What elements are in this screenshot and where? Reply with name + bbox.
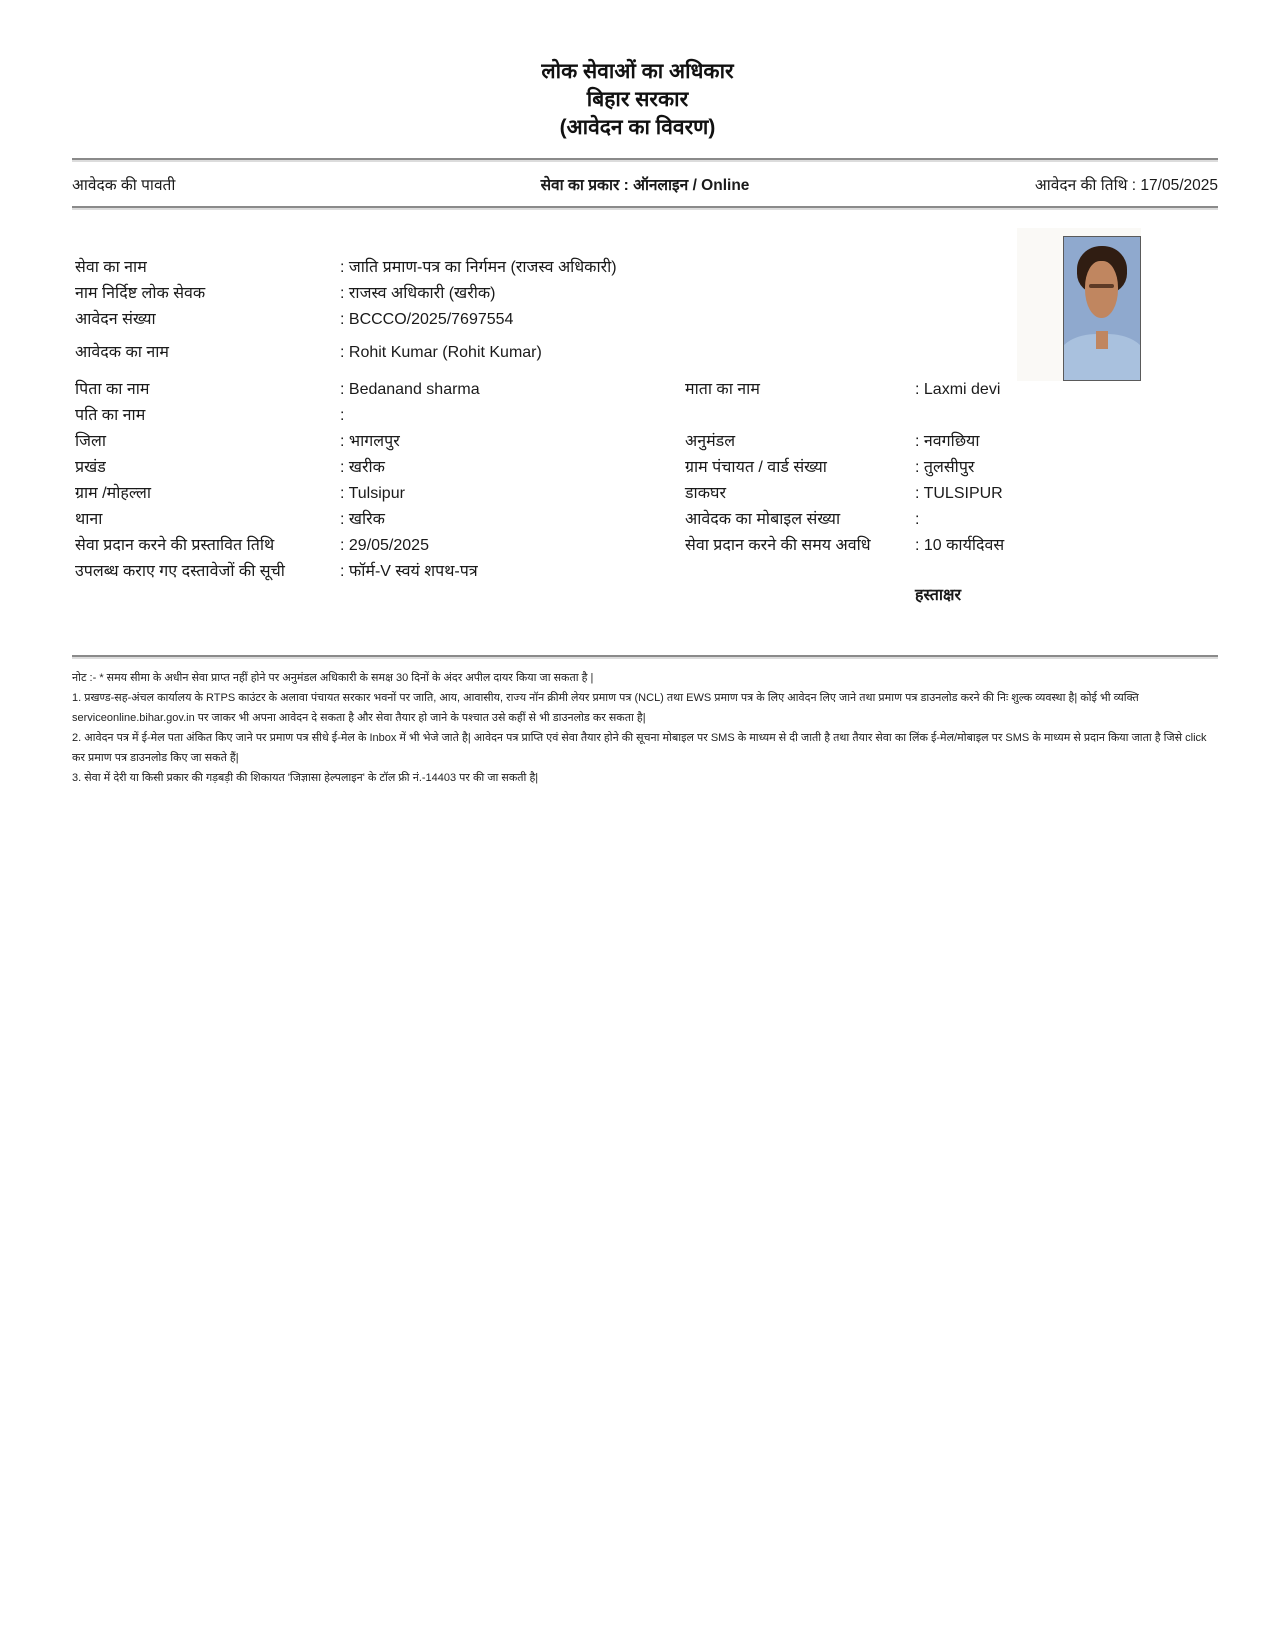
application-fields <box>75 255 1200 585</box>
field-label: नाम निर्दिष्ट लोक सेवक <box>75 285 206 302</box>
field-label: थाना <box>75 511 103 528</box>
field-label: उपलब्ध कराए गए दस्तावेजों की सूची <box>75 563 285 580</box>
title-line-2: बिहार सरकार <box>586 88 689 111</box>
field-value: : जाति प्रमाण-पत्र का निर्गमन (राजस्व अधिकारी) <box>340 259 617 276</box>
note-line: 3. सेवा में देरी या किसी प्रकार की गड़बड़ी की शिकायत 'जिज्ञासा हेल्पलाइन' के टॉल फ्री नं.-14403 पर की जा सकती है| <box>72 772 539 784</box>
note-line: नोट :- * समय सीमा के अधीन सेवा प्राप्त नहीं होने पर अनुमंडल अधिकारी के समक्ष 30 दिनों के अंदर अपील दायर किया जा सकता है | <box>72 672 594 684</box>
field-value: : 29/05/2025 <box>340 537 429 554</box>
field-value: : <box>340 407 345 424</box>
field-row <box>75 281 1200 307</box>
note-line: 1. प्रखण्ड-सह-अंचल कार्यालय के RTPS काउंटर के अलावा पंचायत सरकार भवनों पर जाति, आय, आवासीय, राज्य नॉन क्रीमी लेयर प्रमाण पत्र (NCL) तथा EWS प्रमाण पत्र के लिए आवेदन लिए जाने तथा प्रमाण पत्र डाउनलोड करने की निः शुल्क व्यवस्था है| कोई भी व्यक्ति serviceonline.bihar.gov.in पर जाकर भी अपना आवेदन दे सकता है और सेवा तैयार हो जाने के पश्चात उसे कहीं से भी डाउनलोड कर सकता है| <box>72 692 1139 724</box>
field-row <box>75 481 1200 507</box>
field-label: सेवा प्रदान करने की समय अवधि <box>685 537 871 554</box>
field-value: : 10 कार्यदिवस <box>915 537 1005 554</box>
signature-label: हस्ताक्षर <box>915 587 962 604</box>
receipt-label: आवेदक की पावती <box>72 177 176 194</box>
field-label: अनुमंडल <box>685 433 736 450</box>
field-value: : नवगछिया <box>915 433 980 450</box>
title-line-3: (आवेदन का विवरण) <box>559 116 716 139</box>
field-row <box>75 455 1200 481</box>
field-label: आवेदन संख्या <box>75 311 156 328</box>
field-label: सेवा प्रदान करने की प्रस्तावित तिथि <box>75 537 275 554</box>
field-row <box>75 507 1200 533</box>
title-line-1: लोक सेवाओं का अधिकार <box>541 60 734 83</box>
field-value: : फॉर्म-V स्वयं शपथ-पत्र <box>340 563 478 580</box>
horizontal-rule-top <box>72 158 1218 162</box>
field-label: आवेदक का नाम <box>75 344 169 361</box>
field-value: : खरिक <box>340 511 385 528</box>
field-value: : राजस्व अधिकारी (खरीक) <box>340 285 496 302</box>
field-label: पिता का नाम <box>75 381 150 398</box>
field-value: : BCCCO/2025/7697554 <box>340 311 514 328</box>
field-label: ग्राम /मोहल्ला <box>75 485 152 502</box>
field-row <box>75 377 1200 403</box>
field-row <box>75 403 1200 429</box>
field-value: : <box>915 511 920 528</box>
field-label: सेवा का नाम <box>75 259 147 276</box>
field-label: पति का नाम <box>75 407 146 424</box>
field-label: जिला <box>75 433 107 450</box>
notes-section <box>72 668 1220 788</box>
field-row <box>75 307 1200 333</box>
field-label: माता का नाम <box>685 381 760 398</box>
field-row <box>75 429 1200 455</box>
application-date: आवेदन की तिथि : 17/05/2025 <box>1034 177 1218 194</box>
field-row <box>75 340 1200 366</box>
field-value: : Tulsipur <box>340 485 405 502</box>
field-label: डाकघर <box>685 485 726 502</box>
field-label: प्रखंड <box>75 459 106 476</box>
field-value: : Bedanand sharma <box>340 381 480 398</box>
field-value: : Laxmi devi <box>915 381 1001 398</box>
meta-bar <box>72 173 1218 195</box>
field-row <box>75 559 1200 585</box>
field-value: : तुलसीपुर <box>915 459 975 476</box>
field-value: : TULSIPUR <box>915 485 1003 502</box>
note-line: 2. आवेदन पत्र में ई-मेल पता अंकित किए जाने पर प्रमाण पत्र सीधे ई-मेल के Inbox में भी भेजे जाते है| आवेदन पत्र प्राप्ति एवं सेवा तैयार होने की सूचना मोबाइल पर SMS के माध्यम से दी जाती है तथा तैयार सेवा का लिंक ई-मेल/मोबाइल पर SMS के माध्यम से प्रदान किया जाता है जिसे click कर प्रमाण पत्र डाउनलोड किए जा सकते हैं| <box>72 732 1207 764</box>
horizontal-rule-meta <box>72 206 1218 210</box>
field-value: : Rohit Kumar (Rohit Kumar) <box>340 344 542 361</box>
horizontal-rule-notes <box>72 655 1218 659</box>
service-type-label: सेवा का प्रकार : ऑनलाइन / Online <box>540 177 750 194</box>
field-row <box>75 533 1200 559</box>
field-row <box>75 255 1200 281</box>
field-label: ग्राम पंचायत / वार्ड संख्या <box>685 459 827 476</box>
field-value: : भागलपुर <box>340 433 400 450</box>
field-value: : खरीक <box>340 459 385 476</box>
document-header <box>0 58 1275 142</box>
field-label: आवेदक का मोबाइल संख्या <box>685 511 841 528</box>
